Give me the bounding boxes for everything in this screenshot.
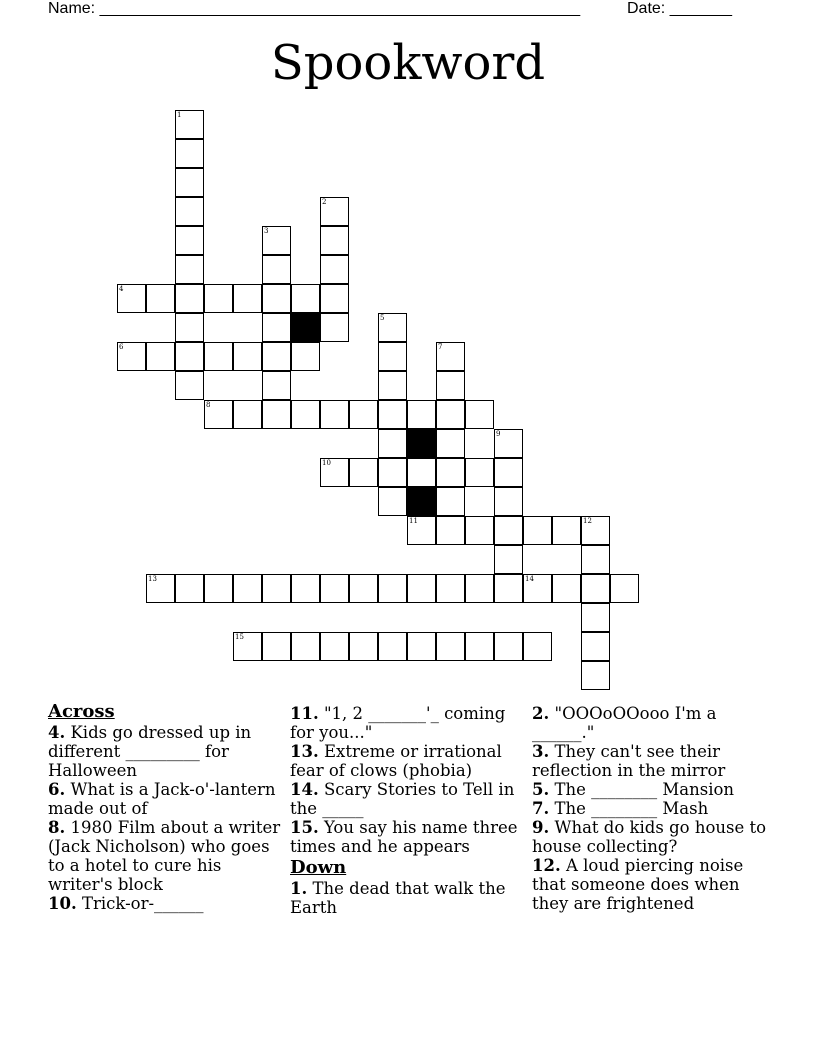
clue-text: You say his name three times and he appears: [290, 818, 518, 856]
grid-cell[interactable]: [436, 487, 465, 516]
clue-text: The dead that walk the Earth: [290, 879, 506, 917]
grid-cell[interactable]: [204, 284, 233, 313]
grid-cell[interactable]: [320, 255, 349, 284]
clue-number: 2: [322, 198, 327, 206]
clue-8: [48, 818, 288, 894]
grid-cell[interactable]: [407, 458, 436, 487]
grid-cell[interactable]: [378, 487, 407, 516]
grid-cell[interactable]: [494, 632, 523, 661]
grid-cell[interactable]: [581, 632, 610, 661]
grid-cell[interactable]: [291, 400, 320, 429]
grid-cell-black: [291, 313, 320, 342]
clues-column-2: [290, 700, 530, 917]
grid-cell[interactable]: [436, 342, 465, 371]
clue-5: [532, 780, 772, 799]
clue-number-label: 5.: [532, 780, 550, 799]
grid-cell[interactable]: [262, 284, 291, 313]
across-clue-list: [48, 723, 288, 913]
across-clue-list-continued: [290, 704, 530, 856]
grid-cell[interactable]: [436, 400, 465, 429]
clue-number: 15: [235, 633, 244, 641]
grid-cell[interactable]: [233, 400, 262, 429]
grid-cell[interactable]: [175, 255, 204, 284]
grid-cell[interactable]: [407, 574, 436, 603]
across-heading: Across: [48, 701, 115, 722]
clue-number-label: 12.: [532, 856, 561, 875]
grid-cell[interactable]: [175, 197, 204, 226]
clue-number-label: 9.: [532, 818, 550, 837]
grid-cell[interactable]: [436, 371, 465, 400]
grid-cell[interactable]: [610, 574, 639, 603]
grid-cell[interactable]: [320, 284, 349, 313]
date-field-label: Date: _______: [627, 0, 732, 17]
clue-number-label: 4.: [48, 723, 66, 742]
grid-cell[interactable]: [146, 284, 175, 313]
clue-number: 4: [119, 285, 124, 293]
grid-cell[interactable]: [552, 574, 581, 603]
grid-cell[interactable]: [204, 400, 233, 429]
grid-cell[interactable]: [407, 400, 436, 429]
clue-12: [532, 856, 772, 913]
clue-number: 7: [438, 343, 443, 351]
grid-cell[interactable]: [117, 342, 146, 371]
grid-cell[interactable]: [465, 400, 494, 429]
grid-cell[interactable]: [204, 574, 233, 603]
clue-number: 12: [583, 517, 592, 525]
clue-number: 14: [525, 575, 534, 583]
clue-text: Trick-or-______: [81, 894, 204, 913]
grid-cell[interactable]: [552, 516, 581, 545]
grid-cell[interactable]: [349, 632, 378, 661]
grid-cell[interactable]: [494, 545, 523, 574]
clue-14: [290, 780, 530, 818]
clue-number: 9: [496, 430, 501, 438]
clue-number-label: 6.: [48, 780, 66, 799]
grid-cell[interactable]: [581, 516, 610, 545]
grid-cell[interactable]: [436, 429, 465, 458]
grid-cell[interactable]: [291, 284, 320, 313]
grid-cell[interactable]: [581, 603, 610, 632]
grid-cell[interactable]: [175, 284, 204, 313]
grid-cell[interactable]: [378, 400, 407, 429]
grid-cell[interactable]: [175, 574, 204, 603]
grid-cell[interactable]: [407, 516, 436, 545]
clue-text: "OOOoOOooo I'm a ______.": [532, 704, 717, 742]
clue-1: [290, 879, 530, 917]
clue-text: What do kids go house to house collecting?: [532, 818, 767, 856]
clue-7: [532, 799, 772, 818]
grid-cell[interactable]: [262, 342, 291, 371]
grid-cell[interactable]: [407, 632, 436, 661]
grid-cell[interactable]: [233, 574, 262, 603]
grid-cell[interactable]: [378, 574, 407, 603]
grid-cell[interactable]: [523, 574, 552, 603]
grid-cell[interactable]: [320, 226, 349, 255]
grid-cell[interactable]: [320, 400, 349, 429]
grid-cell[interactable]: [175, 110, 204, 139]
grid-cell-black: [407, 429, 436, 458]
clue-number-label: 7.: [532, 799, 550, 818]
clue-number-label: 2.: [532, 704, 550, 723]
grid-cell[interactable]: [436, 632, 465, 661]
clue-13: [290, 742, 530, 780]
grid-cell[interactable]: [117, 284, 146, 313]
clue-number-label: 15.: [290, 818, 319, 837]
clue-text: They can't see their reflection in the mirror: [532, 742, 726, 780]
clue-text: A loud piercing noise that someone does when they are frightened: [532, 856, 744, 913]
grid-cell[interactable]: [349, 400, 378, 429]
grid-cell[interactable]: [262, 313, 291, 342]
down-clue-list-continued: [532, 704, 772, 913]
grid-cell[interactable]: [378, 429, 407, 458]
clue-text: What is a Jack-o'-lantern made out of: [48, 780, 276, 818]
grid-cell[interactable]: [436, 516, 465, 545]
clue-6: [48, 780, 288, 818]
page-title: Spookword: [270, 35, 546, 91]
clue-text: The ________ Mash: [554, 799, 709, 818]
grid-cell[interactable]: [378, 458, 407, 487]
grid-cell[interactable]: [262, 574, 291, 603]
grid-cell[interactable]: [494, 487, 523, 516]
grid-cell[interactable]: [262, 226, 291, 255]
grid-cell[interactable]: [378, 313, 407, 342]
grid-cell[interactable]: [378, 371, 407, 400]
grid-cell[interactable]: [494, 429, 523, 458]
grid-cell[interactable]: [523, 516, 552, 545]
clue-9: [532, 818, 772, 856]
clue-text: Kids go dressed up in different _________ for Halloween: [48, 723, 252, 780]
clue-number-label: 3.: [532, 742, 550, 761]
grid-cell[interactable]: [465, 632, 494, 661]
grid-cell[interactable]: [175, 371, 204, 400]
clue-text: The ________ Mansion: [554, 780, 735, 799]
clue-2: [532, 704, 772, 742]
grid-cell[interactable]: [146, 574, 175, 603]
clues-column-1: [48, 700, 288, 913]
grid-cell[interactable]: [494, 516, 523, 545]
grid-cell[interactable]: [378, 632, 407, 661]
grid-cell[interactable]: [175, 168, 204, 197]
grid-cell[interactable]: [175, 313, 204, 342]
clue-number: 1: [177, 111, 182, 119]
grid-cell-black: [407, 487, 436, 516]
grid-cell[interactable]: [175, 226, 204, 255]
grid-cell[interactable]: [378, 342, 407, 371]
clue-number-label: 14.: [290, 780, 319, 799]
grid-cell[interactable]: [175, 139, 204, 168]
grid-cell[interactable]: [233, 342, 262, 371]
grid-cell[interactable]: [146, 342, 175, 371]
grid-cell[interactable]: [494, 458, 523, 487]
clue-number: 13: [148, 575, 157, 583]
grid-cell[interactable]: [291, 632, 320, 661]
clue-text: Extreme or irrational fear of clows (phobia): [290, 742, 502, 780]
grid-cell[interactable]: [262, 400, 291, 429]
grid-cell[interactable]: [465, 516, 494, 545]
grid-cell[interactable]: [233, 284, 262, 313]
grid-cell[interactable]: [494, 574, 523, 603]
grid-cell[interactable]: [465, 574, 494, 603]
clue-4: [48, 723, 288, 780]
clue-number-label: 1.: [290, 879, 308, 898]
grid-cell[interactable]: [436, 574, 465, 603]
grid-cell[interactable]: [175, 342, 204, 371]
clue-15: [290, 818, 530, 856]
clue-text: 1980 Film about a writer (Jack Nicholson) who goes to a hotel to cure his writer's block: [48, 818, 281, 894]
clue-number: 5: [380, 314, 385, 322]
clue-text: Scary Stories to Tell in the _____: [290, 780, 515, 818]
grid-cell[interactable]: [320, 458, 349, 487]
grid-cell[interactable]: [262, 371, 291, 400]
grid-cell[interactable]: [581, 574, 610, 603]
clue-number: 6: [119, 343, 124, 351]
grid-cell[interactable]: [320, 197, 349, 226]
clues-column-3: [532, 700, 772, 913]
clue-number: 11: [409, 517, 418, 525]
grid-cell[interactable]: [581, 661, 610, 690]
grid-cell[interactable]: [523, 632, 552, 661]
grid-cell[interactable]: [320, 313, 349, 342]
clue-number: 3: [264, 227, 269, 235]
clue-10: [48, 894, 288, 913]
name-field-label: Name: ______________________________________________________: [48, 0, 581, 17]
grid-cell[interactable]: [320, 632, 349, 661]
grid-cell[interactable]: [581, 545, 610, 574]
clue-number-label: 13.: [290, 742, 319, 761]
clue-text: "1, 2 _______'_ coming for you...": [290, 704, 506, 742]
clue-number: 10: [322, 459, 331, 467]
grid-cell[interactable]: [204, 342, 233, 371]
down-clue-list: [290, 879, 530, 917]
clue-11: [290, 704, 530, 742]
clue-number-label: 11.: [290, 704, 319, 723]
grid-cell[interactable]: [436, 458, 465, 487]
grid-cell[interactable]: [349, 458, 378, 487]
clue-number: 8: [206, 401, 211, 409]
grid-cell[interactable]: [262, 632, 291, 661]
clue-3: [532, 742, 772, 780]
down-heading: Down: [290, 857, 347, 878]
grid-cell[interactable]: [465, 458, 494, 487]
clue-number-label: 10.: [48, 894, 77, 913]
clue-number-label: 8.: [48, 818, 66, 837]
grid-cell[interactable]: [349, 574, 378, 603]
grid-cell[interactable]: [320, 574, 349, 603]
grid-cell[interactable]: [291, 342, 320, 371]
grid-cell[interactable]: [233, 632, 262, 661]
grid-cell[interactable]: [291, 574, 320, 603]
grid-cell[interactable]: [262, 255, 291, 284]
